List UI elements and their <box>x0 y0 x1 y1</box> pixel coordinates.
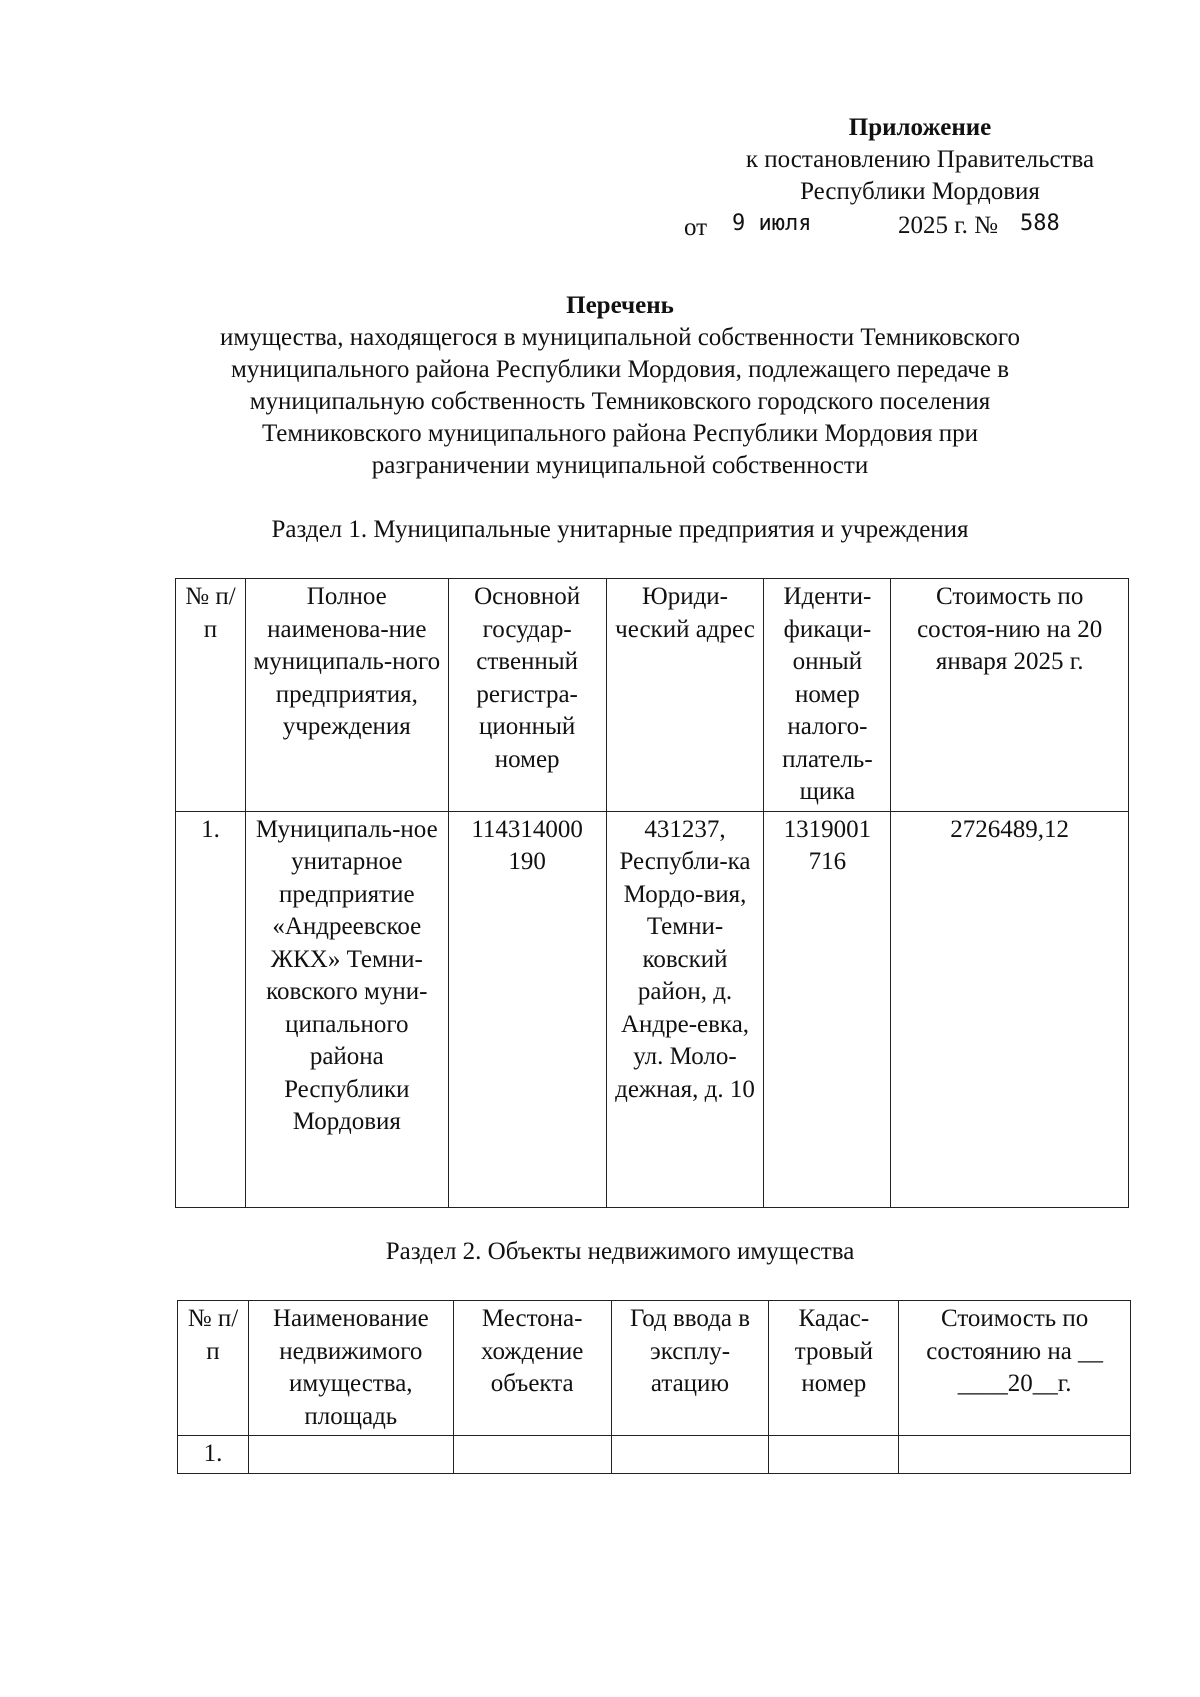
row-address: 431237, Республи-ка Мордо-вия, Темни-ковский район, д. Андре-евка, ул. Моло-дежная, д. 10 <box>606 811 764 1207</box>
header-num: № п/п <box>176 579 246 812</box>
row-name: Муниципаль-ное унитарное предприятие «Андреевское ЖКХ» Темни-ковского муни-ципального района Республики Мордовия <box>245 811 448 1207</box>
appendix-header <box>680 112 1160 208</box>
table-header-row <box>176 579 1129 812</box>
header-address: Юриди-ческий адрес <box>606 579 764 812</box>
appendix-line-2: Республики Мордовия <box>800 178 1040 205</box>
list-title-line-5: разграничении муниципальной собственности <box>371 452 869 479</box>
row-num: 1. <box>178 1436 249 1474</box>
row-num: 1. <box>176 811 246 1207</box>
section-2-table <box>177 1300 1131 1474</box>
list-title-line-2: муниципального района Республики Мордовия, подлежащего передаче в <box>230 356 1010 383</box>
row-location <box>453 1436 611 1474</box>
row-ogrn: 114314000 190 <box>448 811 606 1207</box>
list-title-line-3: муниципальную собственность Темниковского городского поселения <box>249 388 991 415</box>
header-num: № п/п <box>178 1301 249 1436</box>
header-inn: Иденти-фикаци-онный номер налого-платель-щика <box>764 579 891 812</box>
list-title-block <box>160 290 1080 482</box>
date-prefix: от <box>684 214 708 241</box>
row-name <box>248 1436 453 1474</box>
list-title-line-4: Темниковского муниципального района Республики Мордовия при <box>261 420 979 447</box>
section-1-title: Раздел 1. Муниципальные унитарные предприятия и учреждения <box>271 516 969 543</box>
list-title: Перечень <box>566 292 674 319</box>
row-cost: 2726489,12 <box>891 811 1129 1207</box>
list-title-line-1: имущества, находящегося в муниципальной собственности Темниковского <box>220 324 1020 351</box>
date-number: 588 <box>1020 211 1060 236</box>
date-day: 9 июля <box>732 211 812 236</box>
table-row <box>178 1436 1131 1474</box>
appendix-line-1: к постановлению Правительства <box>745 146 1095 173</box>
table-row <box>176 811 1129 1207</box>
header-location: Местона-хождение объекта <box>453 1301 611 1436</box>
header-name: Полное наименова-ние муниципаль-ного предприятия, учреждения <box>245 579 448 812</box>
header-year: Год ввода в эксплу-атацию <box>611 1301 769 1436</box>
header-name: Наименование недвижимого имущества, площадь <box>248 1301 453 1436</box>
row-cadastral <box>769 1436 899 1474</box>
header-ogrn: Основной государ-ственный регистра-ционный номер <box>448 579 606 812</box>
header-cost: Стоимость по состоя-нию на 20 января 2025 г. <box>891 579 1129 812</box>
date-year: 2025 г. № <box>898 212 999 239</box>
row-year <box>611 1436 769 1474</box>
section-1-table <box>175 578 1129 1208</box>
header-cadastral: Кадас-тровый номер <box>769 1301 899 1436</box>
table-header-row <box>178 1301 1131 1436</box>
row-inn: 1319001 716 <box>764 811 891 1207</box>
row-cost <box>899 1436 1131 1474</box>
header-cost: Стоимость по состоянию на __ ____20__г. <box>899 1301 1131 1436</box>
appendix-title: Приложение <box>848 114 992 141</box>
section-2-title: Раздел 2. Объекты недвижимого имущества <box>385 1238 855 1265</box>
appendix-date-line <box>684 210 1160 242</box>
